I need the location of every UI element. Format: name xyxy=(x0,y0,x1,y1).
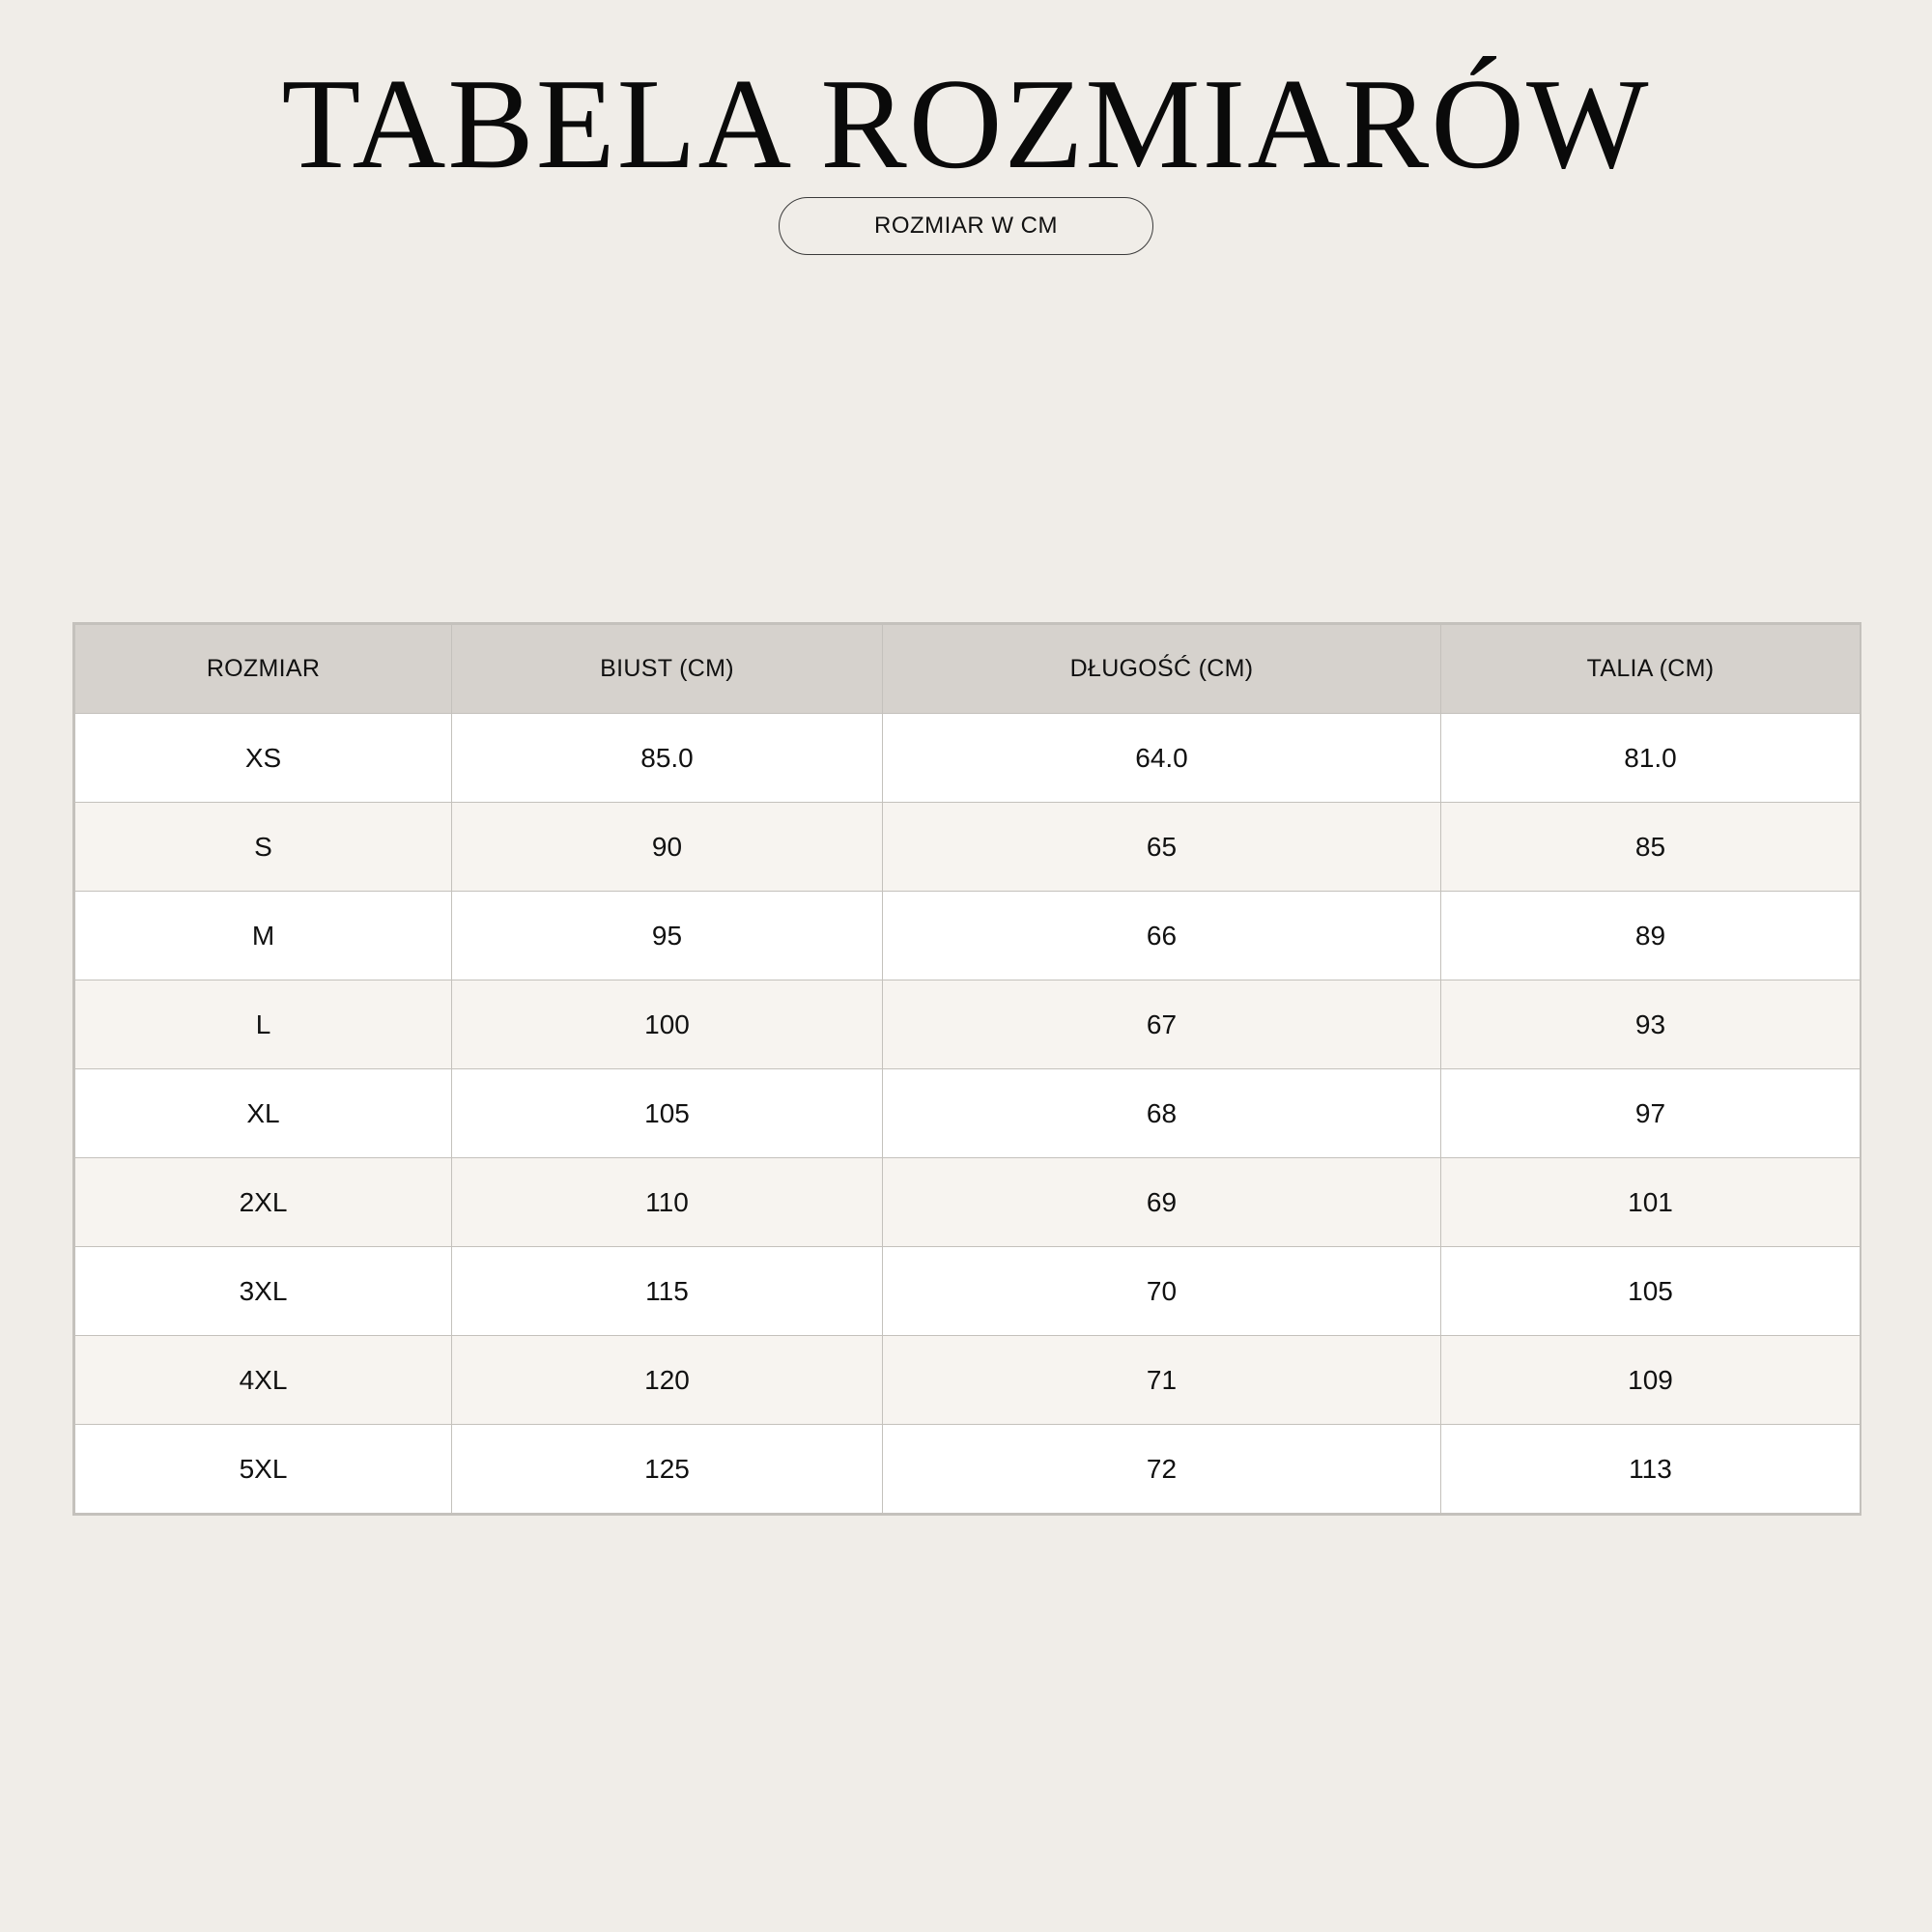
header-waist: TALIA (CM) xyxy=(1441,625,1861,714)
table-row xyxy=(75,1069,1861,1158)
table-row xyxy=(75,980,1861,1069)
cell-size: M xyxy=(75,892,452,980)
cell-size: 2XL xyxy=(75,1158,452,1247)
unit-label: ROZMIAR W CM xyxy=(874,213,1058,239)
table-row xyxy=(75,1158,1861,1247)
cell-size: XS xyxy=(75,714,452,803)
cell-waist: 81.0 xyxy=(1441,714,1861,803)
cell-waist: 85 xyxy=(1441,803,1861,892)
unit-badge xyxy=(779,197,1153,255)
cell-bust: 95 xyxy=(452,892,883,980)
cell-bust: 85.0 xyxy=(452,714,883,803)
cell-waist: 89 xyxy=(1441,892,1861,980)
cell-length: 72 xyxy=(883,1425,1441,1514)
cell-waist: 109 xyxy=(1441,1336,1861,1425)
cell-bust: 100 xyxy=(452,980,883,1069)
cell-bust: 110 xyxy=(452,1158,883,1247)
cell-length: 68 xyxy=(883,1069,1441,1158)
cell-size: L xyxy=(75,980,452,1069)
table-header-row xyxy=(75,625,1861,714)
cell-waist: 113 xyxy=(1441,1425,1861,1514)
header-bust: BIUST (CM) xyxy=(452,625,883,714)
header-length: DŁUGOŚĆ (CM) xyxy=(883,625,1441,714)
cell-waist: 105 xyxy=(1441,1247,1861,1336)
size-table xyxy=(74,624,1861,1514)
cell-length: 70 xyxy=(883,1247,1441,1336)
table-row xyxy=(75,1425,1861,1514)
table-row xyxy=(75,1336,1861,1425)
cell-bust: 115 xyxy=(452,1247,883,1336)
cell-size: S xyxy=(75,803,452,892)
size-table-container xyxy=(72,622,1861,1516)
cell-bust: 105 xyxy=(452,1069,883,1158)
cell-length: 67 xyxy=(883,980,1441,1069)
table-row xyxy=(75,714,1861,803)
cell-bust: 90 xyxy=(452,803,883,892)
cell-size: 5XL xyxy=(75,1425,452,1514)
table-row xyxy=(75,892,1861,980)
cell-waist: 93 xyxy=(1441,980,1861,1069)
table-row xyxy=(75,803,1861,892)
cell-size: 3XL xyxy=(75,1247,452,1336)
page-title: TABELA ROZMIARÓW xyxy=(281,52,1651,195)
cell-bust: 120 xyxy=(452,1336,883,1425)
cell-length: 71 xyxy=(883,1336,1441,1425)
cell-size: XL xyxy=(75,1069,452,1158)
cell-length: 64.0 xyxy=(883,714,1441,803)
cell-size: 4XL xyxy=(75,1336,452,1425)
cell-bust: 125 xyxy=(452,1425,883,1514)
cell-waist: 101 xyxy=(1441,1158,1861,1247)
header-size: ROZMIAR xyxy=(75,625,452,714)
cell-length: 65 xyxy=(883,803,1441,892)
cell-length: 69 xyxy=(883,1158,1441,1247)
cell-length: 66 xyxy=(883,892,1441,980)
table-row xyxy=(75,1247,1861,1336)
cell-waist: 97 xyxy=(1441,1069,1861,1158)
